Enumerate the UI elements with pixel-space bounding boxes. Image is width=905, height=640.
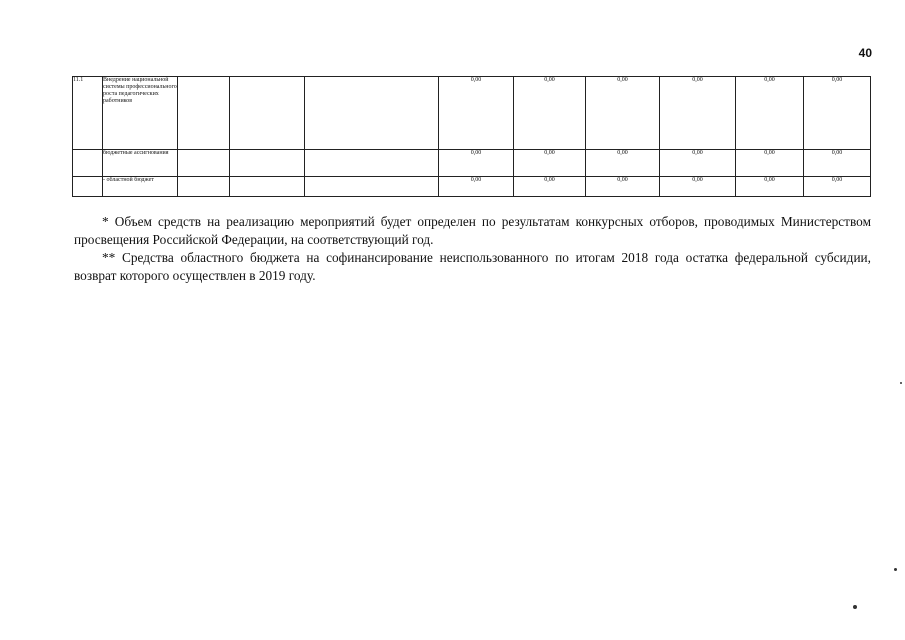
empty-cell xyxy=(230,77,305,150)
value-cell: 0,00 xyxy=(514,150,586,177)
scan-speck xyxy=(900,382,902,384)
scan-speck xyxy=(853,605,857,609)
page-number: 40 xyxy=(858,46,872,60)
scan-speck xyxy=(894,568,897,571)
value-cell: 0,00 xyxy=(586,150,660,177)
value-cell: 0,00 xyxy=(660,77,736,150)
value-cell: 0,00 xyxy=(804,150,871,177)
value-cell: 0,00 xyxy=(804,77,871,150)
empty-cell xyxy=(230,177,305,197)
value-cell: 0,00 xyxy=(660,150,736,177)
value-cell: 0,00 xyxy=(439,77,514,150)
value-cell: 0,00 xyxy=(586,177,660,197)
empty-cell xyxy=(305,77,439,150)
budget-table xyxy=(72,76,871,197)
footnotes xyxy=(74,213,871,285)
value-cell: 0,00 xyxy=(514,177,586,197)
value-cell: 0,00 xyxy=(736,150,804,177)
row-name: Внедрение национальной системы профессионального роста педагогических работников xyxy=(103,77,178,150)
row-name: - областной бюджет xyxy=(103,177,178,197)
table-row xyxy=(73,177,871,197)
value-cell: 0,00 xyxy=(736,177,804,197)
row-number xyxy=(73,150,103,177)
footnote-2: ** Средства областного бюджета на софинансирование неиспользованного по итогам 2018 года остатка федеральной субсидии, возврат которого осуществлен в 2019 году. xyxy=(74,250,871,283)
value-cell: 0,00 xyxy=(514,77,586,150)
empty-cell xyxy=(178,77,230,150)
value-cell: 0,00 xyxy=(804,177,871,197)
value-cell: 0,00 xyxy=(736,77,804,150)
empty-cell xyxy=(230,150,305,177)
empty-cell xyxy=(305,150,439,177)
value-cell: 0,00 xyxy=(586,77,660,150)
row-number: 11.1 xyxy=(73,77,103,150)
value-cell: 0,00 xyxy=(660,177,736,197)
row-number xyxy=(73,177,103,197)
table-row xyxy=(73,77,871,150)
empty-cell xyxy=(178,177,230,197)
table-row xyxy=(73,150,871,177)
empty-cell xyxy=(305,177,439,197)
empty-cell xyxy=(178,150,230,177)
value-cell: 0,00 xyxy=(439,150,514,177)
footnote-1: * Объем средств на реализацию мероприятий будет определен по результатам конкурсных отборов, проводимых Министерством просвещения Российской Федерации, на соответствующий год. xyxy=(74,214,871,247)
value-cell: 0,00 xyxy=(439,177,514,197)
row-name: бюджетные ассигнования xyxy=(103,150,178,177)
